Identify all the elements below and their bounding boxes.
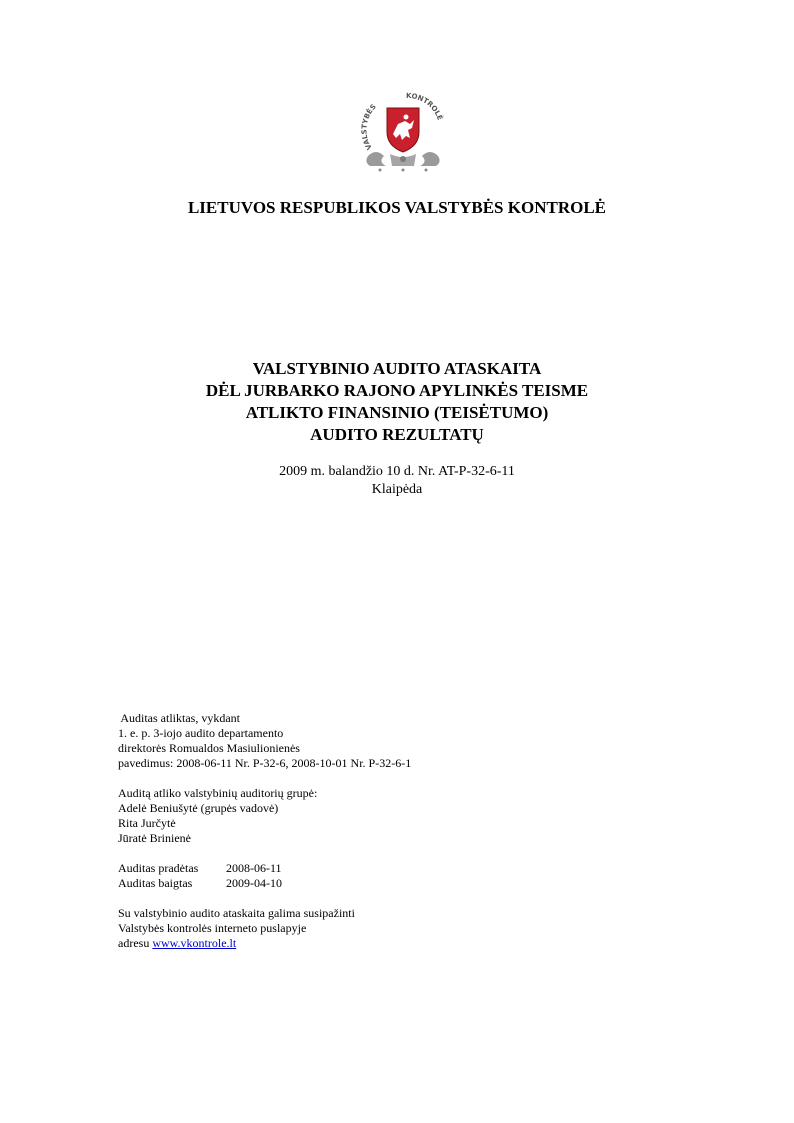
audit-info: [118, 711, 538, 951]
availability-line: Valstybės kontrolės interneto puslapyje: [118, 921, 307, 935]
audit-assignment-line: 1. e. p. 3-iojo audito departamento: [118, 726, 284, 740]
audit-finished-label: Auditas baigtas: [118, 876, 193, 890]
audit-started-row: [118, 861, 538, 876]
report-title-line: ATLIKTO FINANSINIO (TEISĖTUMO): [245, 403, 549, 422]
auditor-group-heading: Auditą atliko valstybinių auditorių grupė:: [118, 786, 318, 800]
auditor-name: Jūratė Brinienė: [118, 831, 191, 845]
website-link[interactable]: www.vkontrole.lt: [152, 936, 237, 950]
report-title-line: VALSTYBINIO AUDITO ATASKAITA: [252, 359, 542, 378]
svg-text:VALSTYBĖS: [360, 103, 377, 151]
organization-title: LIETUVOS RESPUBLIKOS VALSTYBĖS KONTROLĖ: [187, 198, 607, 217]
audit-started-label: Auditas pradėtas: [118, 861, 199, 875]
audit-assignment-line: Auditas atliktas, vykdant: [118, 711, 240, 725]
auditor-name: Rita Jurčytė: [118, 816, 176, 830]
report-place: Klaipėda: [371, 482, 423, 497]
audit-assignment-line: direktorės Romualdos Masiulionienės: [118, 741, 300, 755]
emblem-icon: [358, 90, 448, 176]
audit-finished-row: [118, 876, 538, 891]
report-title-line: DĖL JURBARKO RAJONO APYLINKĖS TEISME: [205, 381, 589, 400]
report-title-line: AUDITO REZULTATŲ: [310, 425, 484, 444]
report-title: [0, 358, 794, 446]
audit-started-date: 2008-06-11: [226, 861, 282, 875]
emblem-lettering-right: KONTROLĖ: [405, 91, 444, 122]
address-line: [118, 936, 538, 951]
audit-finished-date: 2009-04-10: [226, 876, 282, 890]
auditor-name: Adelė Beniušytė (grupės vadovė): [118, 801, 279, 815]
address-prefix: adresu: [118, 936, 153, 950]
availability-line: Su valstybinio audito ataskaita galima susipažinti: [118, 906, 355, 920]
valstybes-kontrole-emblem: [358, 90, 448, 176]
emblem-lettering-left: VALSTYBĖS: [360, 102, 378, 152]
report-date-number: 2009 m. balandžio 10 d. Nr. AT-P-32-6-11: [279, 464, 515, 479]
audit-assignment-line: pavedimus: 2008-06-11 Nr. P-32-6, 2008-10-01 Nr. P-32-6-1: [118, 756, 412, 770]
